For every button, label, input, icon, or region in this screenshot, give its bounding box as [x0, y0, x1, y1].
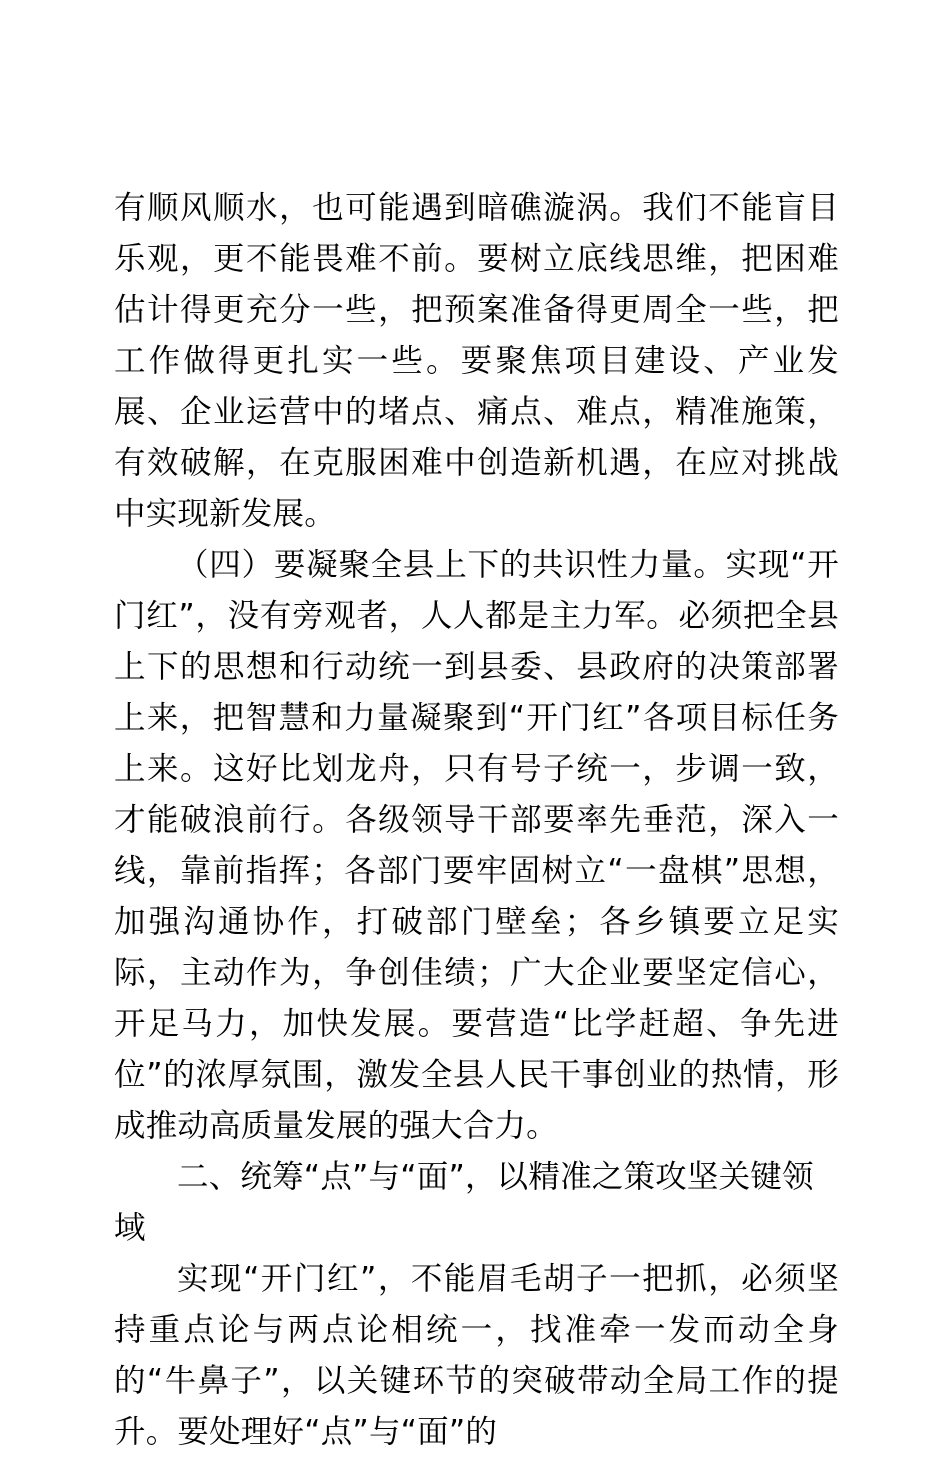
paragraph-section-four: （四）要凝聚全县上下的共识性力量。实现“开门红”，没有旁观者，人人都是主力军。必须把全县上下的思想和行动统一到县委、县政府的决策部署上来，把智慧和力量凝聚到“开门红”各项目标任务上来。这好比划龙舟，只有号子统一，步调一致，才能破浪前行。各级领导干部要率先垂范，深入一线，靠前指挥；各部门要牢固树立“一盘棋”思想，加强沟通协作，打破部门壁垒；各乡镇要立足实际，主动作为，争创佳绩；广大企业要坚定信心，开足马力，加快发展。要营造“比学赶超、争先进位”的浓厚氛围，激发全县人民干事创业的热情，形成推动高质量发展的强大合力。 [114, 547, 839, 1144]
document-text-body [114, 183, 839, 1458]
paragraph-continued: 有顺风顺水，也可能遇到暗礁漩涡。我们不能盲目乐观，更不能畏难不前。要树立底线思维，把困难估计得更充分一些，把预案准备得更周全一些，把工作做得更扎实一些。要聚焦项目建设、产业发展、企业运营中的堵点、痛点、难点，精准施策，有效破解，在克服困难中创造新机遇，在应对挑战中实现新发展。 [114, 190, 839, 532]
section-heading-two: 二、统筹“点”与“面”，以精准之策攻坚关键领域 [114, 1159, 814, 1246]
paragraph-opening-red: 实现“开门红”，不能眉毛胡子一把抓，必须坚持重点论与两点论相统一，找准牵一发而动全身的“牛鼻子”，以关键环节的突破带动全局工作的提升。要处理好“点”与“面”的 [114, 1261, 839, 1450]
